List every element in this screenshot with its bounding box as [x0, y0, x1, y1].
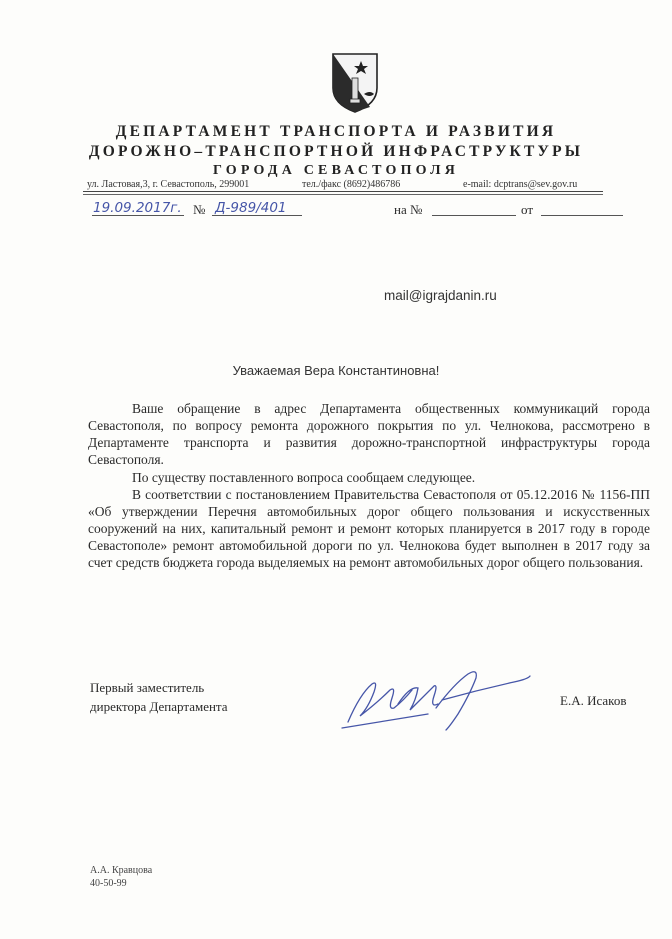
date-underline: [92, 215, 184, 216]
department-name-line1: ДЕПАРТАМЕНТ ТРАНСПОРТА И РАЗВИТИЯ: [115, 123, 557, 140]
handwritten-signature-icon: [338, 664, 534, 734]
salutation: Уважаемая Вера Константиновна!: [232, 363, 440, 378]
signatory-position: Первый заместитель директора Департамента: [90, 680, 228, 714]
addressee-email: mail@igrajdanin.ru: [384, 288, 497, 303]
coat-of-arms-icon: [330, 52, 380, 114]
header-divider-second: [83, 194, 603, 195]
reply-from-date-line: [541, 215, 623, 216]
outgoing-number: Д-989/401: [215, 200, 287, 216]
department-name-line3: ГОРОДА СЕВАСТОПОЛЯ: [212, 163, 460, 178]
department-email: e-mail: dcptrans@sev.gov.ru: [463, 179, 578, 190]
outgoing-date: 19.09.2017г.: [93, 200, 182, 216]
body-paragraph-3: В соответствии с постановлением Правительства Севастополя от 05.12.2016 № 1156-ПП «Об утверждении Перечня автомобильных дорог общего пользования и искусственных сооружений на них, капитальный ремонт и ремонт которых планируется в 2017 году в городе Севастополе» ремонт автомобильной дороги по ул. Челнокова будет выполнен в 2017 году за счет средств бюджета города выделяемых на ремонт автомобильных дорог общего пользования.: [88, 487, 650, 570]
body-paragraph-1: Ваше обращение в адрес Департамента общественных коммуникаций города Севастополя, по вопросу ремонта дорожного покрытия по ул. Челнокова, рассмотрено в Департаменте транспорта и развития дорожно-транспортной инфраструктуры города Севастополя.: [88, 401, 650, 467]
reply-to-number-line: [432, 215, 516, 216]
executor-info: А.А. Кравцова 40-50-99: [90, 865, 153, 889]
number-underline: [212, 215, 302, 216]
header-divider: [83, 191, 603, 192]
body-paragraph-2: По существу поставленного вопроса сообщаем следующее.: [132, 470, 476, 485]
number-label: №: [193, 202, 206, 217]
department-address: ул. Ластовая,3, г. Севастополь, 299001: [87, 179, 250, 190]
signatory-name: Е.А. Исаков: [560, 693, 627, 708]
reply-to-label: на №: [394, 202, 423, 217]
department-name-line2: ДОРОЖНО–ТРАНСПОРТНОЙ ИНФРАСТРУКТУРЫ: [88, 143, 584, 160]
department-phone: тел./факс (8692)486786: [302, 179, 401, 190]
reply-from-label: от: [521, 202, 534, 217]
